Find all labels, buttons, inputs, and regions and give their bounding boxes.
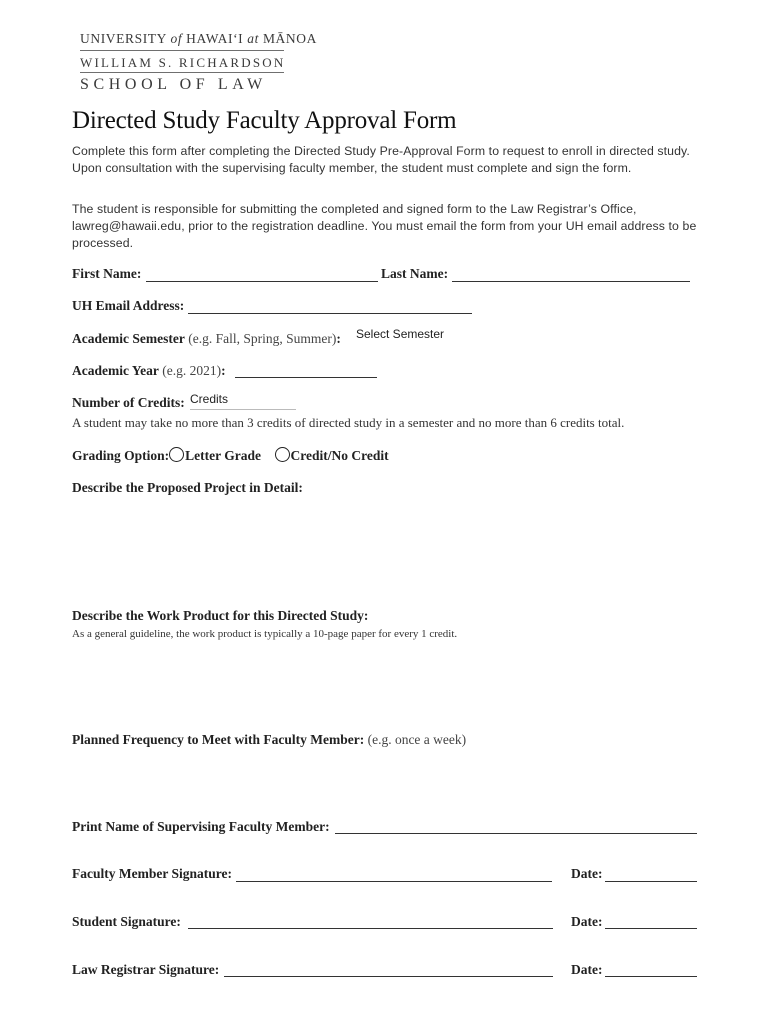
faculty-date-field[interactable] <box>605 881 697 882</box>
faculty-name-field[interactable] <box>335 833 697 834</box>
work-product-note: As a general guideline, the work product is typically a 10-page paper for every 1 credit. <box>72 628 458 640</box>
registrar-date-field[interactable] <box>605 976 697 977</box>
faculty-name-label: Print Name of Supervising Faculty Member: <box>72 819 330 834</box>
year-field[interactable] <box>235 377 377 378</box>
year-label: Academic Year (e.g. 2021): <box>72 363 226 378</box>
grading-row: Grading Option: Letter Grade Credit/No Credit <box>72 448 389 463</box>
letter-grade-label: Letter Grade <box>185 448 262 463</box>
registrar-signature-label: Law Registrar Signature: <box>72 962 220 977</box>
faculty-signature-label: Faculty Member Signature: <box>72 866 232 881</box>
faculty-signature-field[interactable] <box>236 881 552 882</box>
frequency-label: Planned Frequency to Meet with Faculty Member: (e.g. once a week) <box>72 732 467 747</box>
registrar-date-label: Date: <box>571 962 603 977</box>
student-date-label: Date: <box>571 914 603 929</box>
faculty-date-label: Date: <box>571 866 603 881</box>
student-date-field[interactable] <box>605 928 697 929</box>
student-signature-label: Student Signature: <box>72 914 181 929</box>
logo-school-of-law: SCHOOL OF LAW <box>80 76 267 93</box>
semester-label: Academic Semester (e.g. Fall, Spring, Summer): <box>72 331 341 346</box>
semester-select[interactable]: Select Semester <box>356 327 445 341</box>
credit-no-credit-label: Credit/No Credit <box>290 448 389 463</box>
credits-input[interactable]: Credits <box>190 392 229 406</box>
logo-university: UNIVERSITY of HAWAI‘I at MĀNOA <box>80 31 317 46</box>
form-title: Directed Study Faculty Approval Form <box>72 107 457 134</box>
email-label: UH Email Address: <box>72 298 185 313</box>
work-product-label: Describe the Work Product for this Directed Study: <box>72 608 369 623</box>
letter-grade-radio[interactable] <box>169 447 184 462</box>
instructions-paragraph: The student is responsible for submitting the completed and signed form to the Law Registrar’s Office, lawreg@hawaii.edu, prior to the registration deadline. You must email the form from your UH email address to be processed. <box>72 202 697 250</box>
registrar-signature-field[interactable] <box>224 976 553 977</box>
credit-no-credit-radio[interactable] <box>275 447 290 462</box>
credits-underline <box>190 409 296 410</box>
credits-label: Number of Credits: <box>72 395 185 410</box>
first-name-field[interactable] <box>146 281 378 282</box>
credits-note: A student may take no more than 3 credits of directed study in a semester and no more than 6 credits total. <box>72 415 625 430</box>
last-name-field[interactable] <box>452 281 690 282</box>
intro-paragraph: Complete this form after completing the Directed Study Pre-Approval Form to request to enroll in directed study. Upon consultation with the supervising faculty member, the student must complete and sign the form. <box>72 144 690 175</box>
logo-richardson: WILLIAM S. RICHARDSON <box>80 55 286 70</box>
logo-divider <box>80 50 284 51</box>
logo-divider <box>80 72 284 73</box>
first-name-label: First Name: <box>72 266 142 281</box>
project-label: Describe the Proposed Project in Detail: <box>72 480 303 495</box>
student-signature-field[interactable] <box>188 928 553 929</box>
email-field[interactable] <box>188 313 472 314</box>
last-name-label: Last Name: <box>381 266 449 281</box>
